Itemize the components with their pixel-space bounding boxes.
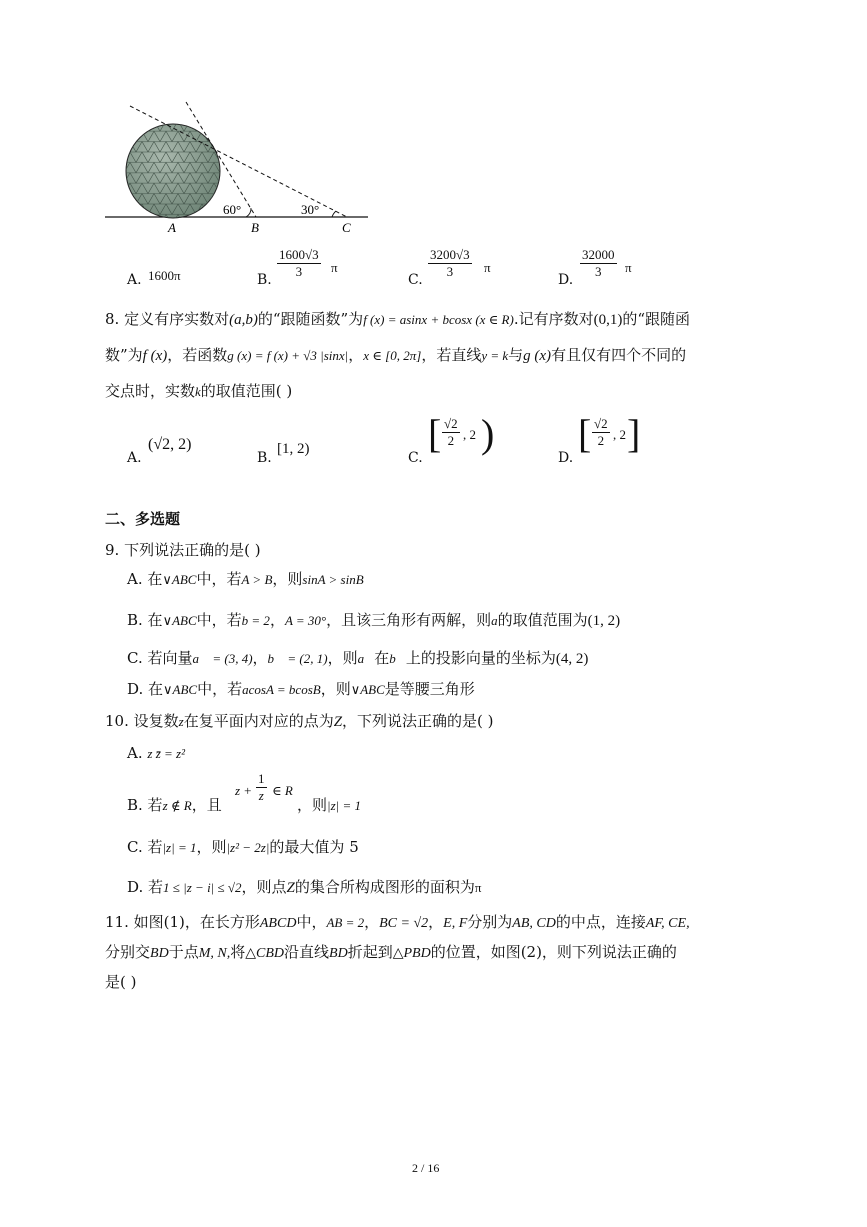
- q9-text: 中，若: [197, 680, 243, 698]
- q8-text: ，若直线: [421, 346, 482, 364]
- q8-domain: x ∈ [0, 2π]: [363, 348, 422, 363]
- q11-line-2: [105, 942, 677, 964]
- q10-option-b[interactable]: [127, 795, 222, 816]
- q8-text: 的取值范围( ): [200, 382, 293, 400]
- q8-text: 8. 定义有序实数对: [105, 310, 230, 328]
- q9-triangle: ∨ABC: [163, 682, 198, 697]
- q10-option-b-tail: [297, 795, 361, 816]
- q11-var: △CBD: [245, 946, 284, 961]
- q10-b-z-plus: z +: [235, 783, 253, 798]
- q8-line-1: [105, 309, 690, 330]
- q7-c-pi: π: [484, 260, 491, 275]
- q7-option-d-letter[interactable]: D.: [558, 272, 574, 288]
- q8-option-b-letter[interactable]: B.: [257, 450, 272, 466]
- q11-line-3: 是( ): [105, 973, 137, 991]
- q8-text: 交点时，实数: [105, 382, 196, 400]
- q10-condition: z ∉ R: [162, 798, 192, 813]
- q11-var: BD: [329, 946, 348, 961]
- q11-line-1: [105, 912, 690, 934]
- q9-option-b[interactable]: [127, 610, 620, 631]
- q11-text: 的位置，如图(2)，则下列说法正确的: [430, 943, 677, 961]
- q9-text: ，则: [272, 570, 303, 588]
- q10-pi: π: [474, 880, 482, 895]
- q10-text: A.: [127, 744, 143, 762]
- q9-triangle: ∨ABC: [162, 613, 197, 628]
- q10-b-den: z: [258, 788, 264, 803]
- q9-text: 在: [374, 649, 390, 667]
- point-b-label: B: [251, 220, 259, 235]
- q8-c-den: 2: [447, 433, 455, 448]
- q8-text: ，: [348, 346, 364, 364]
- page-number: 2 / 16: [412, 1161, 440, 1175]
- q9-text: 中，若: [196, 611, 242, 629]
- q8-line-2: [105, 345, 686, 366]
- q10-b-in-r: ∈ R: [272, 783, 293, 798]
- q9-vector-a: a⃗ = (3, 4): [192, 651, 253, 666]
- q11-var: AB, CD: [512, 916, 556, 931]
- point-a-label: A: [168, 220, 176, 235]
- q10-b-fraction: [256, 771, 267, 804]
- q9-text: 中，若: [196, 570, 242, 588]
- q8-text: 有且仅有四个不同的: [551, 346, 687, 364]
- q7-d-pi: π: [625, 260, 632, 275]
- q10-text: C. 若: [127, 838, 163, 856]
- q7-option-b-fraction: [277, 247, 321, 280]
- q10-var: z: [178, 714, 184, 729]
- q8-g-definition: g (x) = f (x) + √3 |sinx|: [227, 348, 349, 363]
- q11-text: 11. 如图(1)，在长方形: [105, 913, 260, 931]
- q8-pair: (a,b): [229, 312, 258, 328]
- q10-text: ，则点: [241, 878, 287, 896]
- q9-text: ，: [269, 611, 285, 629]
- q8-k: k: [195, 384, 201, 399]
- q9-vector-b: b⃗ = (2, 1): [267, 651, 328, 666]
- q8-option-d-fraction: [592, 416, 610, 449]
- q9-text: B. 在: [127, 611, 163, 629]
- q11-text: 分别为: [467, 913, 513, 931]
- q10-text: ，下列说法正确的是( ): [342, 712, 494, 730]
- q9-text: A. 在: [127, 570, 163, 588]
- q8-c-num: √2: [444, 416, 458, 431]
- q9-stem: 9. 下列说法正确的是( ): [105, 541, 261, 559]
- q8-fx: f (x): [142, 348, 168, 364]
- q8-option-d-tail: , 2: [613, 427, 626, 442]
- q9-var: a: [491, 613, 498, 628]
- q11-text: 沿直线: [284, 943, 330, 961]
- q11-text: ，: [428, 913, 444, 931]
- q9-text: 是等腰三角形: [384, 680, 475, 698]
- q9-option-c[interactable]: [127, 648, 588, 669]
- q7-option-d-fraction: [580, 247, 617, 280]
- q8-pair2: (0,1): [593, 312, 623, 328]
- q8-gx: g (x): [523, 348, 552, 364]
- q9-condition: acosA = bcosB: [242, 682, 321, 697]
- q10-var: Z: [286, 880, 295, 896]
- q9-triangle: ∨ABC: [350, 682, 385, 697]
- q9-range: (1, 2): [587, 613, 621, 629]
- q7-option-c-letter[interactable]: C.: [408, 272, 423, 288]
- q8-option-c-letter[interactable]: C.: [408, 450, 423, 466]
- q7-b-den: 3: [295, 264, 303, 279]
- q9-option-d[interactable]: [127, 679, 475, 700]
- q9-triangle: ∨ABC: [162, 572, 197, 587]
- q10-text: D. 若: [127, 878, 164, 896]
- q9-text: ，则: [320, 680, 351, 698]
- q11-text: ，: [364, 913, 380, 931]
- q8-text: ，若函数: [167, 346, 228, 364]
- q11-text: 中，: [296, 913, 327, 931]
- q11-var: E, F: [443, 916, 468, 931]
- q10-text: ，则: [196, 838, 227, 856]
- q10-b-num: 1: [258, 771, 265, 786]
- section-heading-multi-choice: 二、多选题: [105, 510, 181, 528]
- q11-var: △PBD: [392, 946, 431, 961]
- q10-condition: |z| = 1: [162, 840, 197, 855]
- q10-var: Z: [333, 714, 343, 730]
- q7-d-den: 3: [595, 264, 602, 279]
- q9-result: (4, 2): [555, 651, 589, 667]
- point-c-label: C: [342, 220, 351, 235]
- q8-option-c-rparen: ): [481, 411, 495, 456]
- q9-condition: A > B: [241, 572, 273, 587]
- q7-option-b-letter[interactable]: B.: [257, 272, 272, 288]
- angle-b-label: 60°: [223, 202, 242, 217]
- q7-d-num: 32000: [582, 247, 615, 262]
- q11-text: 分别交: [105, 943, 151, 961]
- q11-text: 于点: [168, 943, 199, 961]
- q9-text: ，: [252, 649, 268, 667]
- q10-text: ，则: [297, 796, 328, 814]
- q7-option-a-letter[interactable]: A.: [127, 272, 142, 288]
- q8-line-yk: y = k: [481, 348, 509, 363]
- q9-var: b⃗: [389, 651, 406, 666]
- q9-text: ，且该三角形有两解，则: [326, 611, 492, 629]
- q8-d-den: 2: [597, 433, 605, 448]
- q10-text: 在复平面内对应的点为: [183, 712, 334, 730]
- q9-text: 的取值范围为: [497, 611, 588, 629]
- q10-expression: |z² − 2z|: [226, 840, 270, 855]
- q9-text: D. 在: [127, 680, 164, 698]
- q11-condition: BC = √2: [379, 916, 429, 931]
- q7-option-a-value: 1600π: [148, 268, 181, 283]
- q10-option-c[interactable]: [127, 837, 359, 858]
- q8-option-a-letter[interactable]: A.: [127, 450, 142, 466]
- q10-text: ，且: [191, 796, 222, 814]
- q8-text: 数”为: [105, 346, 143, 364]
- q8-d-num: √2: [594, 416, 608, 431]
- q8-option-d-lbracket: [: [578, 411, 592, 456]
- q10-text: B. 若: [127, 796, 163, 814]
- q9-var: a⃗: [357, 651, 375, 666]
- q11-text: 将: [230, 943, 246, 961]
- q8-text: .记有序数对: [513, 310, 594, 328]
- q10-stem: [105, 711, 494, 732]
- q8-line-3: [105, 381, 292, 402]
- q8-text: 的“跟随函数”为: [257, 310, 364, 328]
- q10-result: |z| = 1: [327, 798, 361, 813]
- q9-text: C. 若向量: [127, 649, 193, 667]
- q8-option-b-value: [1, 2): [277, 441, 310, 457]
- q7-c-den: 3: [446, 264, 454, 279]
- q9-condition: b = 2: [241, 613, 270, 628]
- q8-option-d-letter[interactable]: D.: [558, 450, 574, 466]
- q10-option-a[interactable]: [127, 743, 185, 764]
- q8-option-c-tail: , 2: [463, 427, 476, 442]
- q8-option-c-lbracket: [: [428, 411, 442, 456]
- q8-text: 的“跟随函: [622, 310, 691, 328]
- q7-b-pi: π: [331, 260, 338, 275]
- q8-option-a-value: (√2, 2): [148, 436, 192, 453]
- angle-c-label: 30°: [301, 202, 320, 217]
- q11-var: AF, CE,: [645, 916, 690, 931]
- q9-result: sinA > sinB: [302, 572, 364, 587]
- q9-text: ，则: [327, 649, 358, 667]
- q10-option-d[interactable]: [127, 877, 481, 898]
- q7-option-c-fraction: [428, 247, 472, 280]
- q9-option-a[interactable]: [127, 569, 364, 590]
- q9-text: 上的投影向量的坐标为: [405, 649, 556, 667]
- q10-equation: z z̄ = z²: [147, 746, 185, 761]
- q10-text: 的最大值为 5: [269, 838, 359, 856]
- q11-text: 的中点，连接: [555, 913, 646, 931]
- q7-b-num: 1600√3: [279, 247, 319, 262]
- q8-option-d-rbracket: ]: [627, 411, 641, 456]
- q9-condition: A = 30°: [284, 613, 327, 628]
- q10-text: 10. 设复数: [105, 712, 179, 730]
- q10-condition: 1 ≤ |z − i| ≤ √2: [163, 880, 242, 895]
- q11-condition: AB = 2: [326, 915, 365, 930]
- sphere-tangent-figure: [100, 100, 380, 240]
- q10-text: 的集合所构成图形的面积为: [294, 878, 475, 896]
- q7-c-num: 3200√3: [430, 247, 470, 262]
- q11-text: 折起到: [347, 943, 393, 961]
- q11-var: BD: [150, 946, 169, 961]
- q11-var: ABCD: [259, 916, 297, 931]
- q8-text: 与: [508, 346, 524, 364]
- q11-var: M, N,: [198, 946, 231, 961]
- q8-option-c-fraction: [442, 416, 460, 449]
- q8-follow-function: f (x) = asinx + bcosx (x ∈ R): [363, 312, 514, 327]
